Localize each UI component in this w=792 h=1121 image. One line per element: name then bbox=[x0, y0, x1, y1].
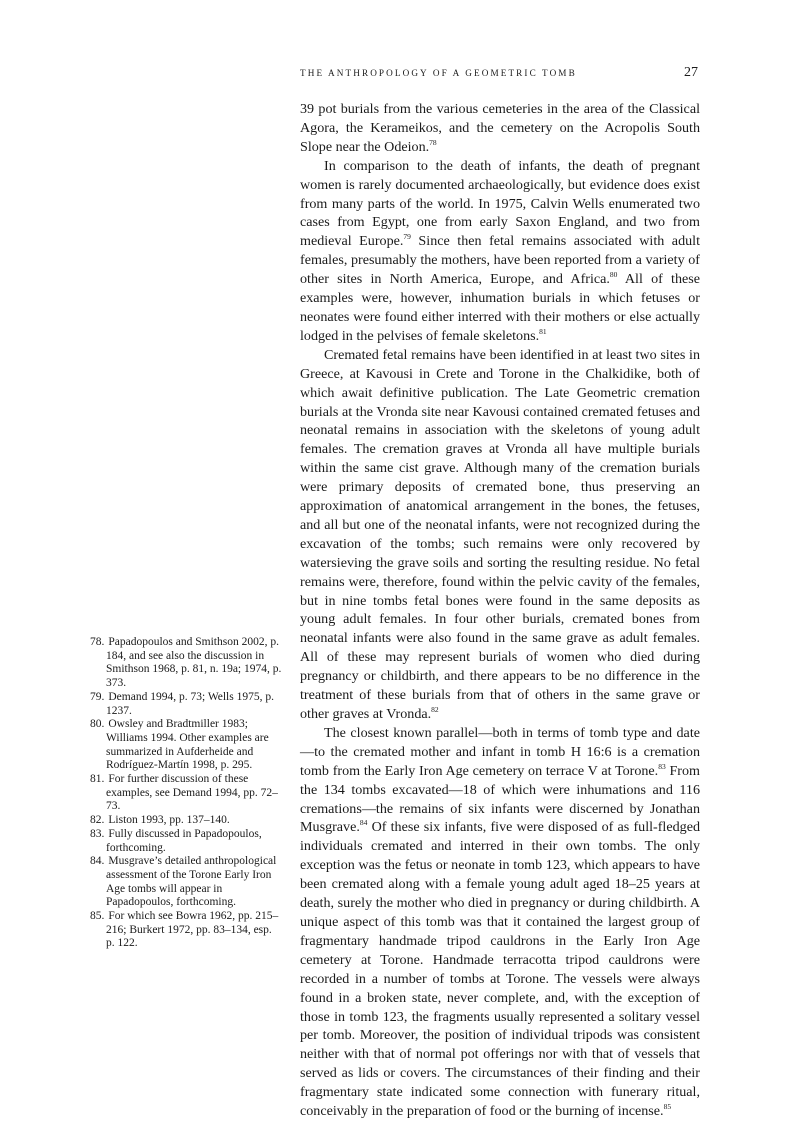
body-text: Of these six infants, five were disposed of as full-fledged individuals cremated and interred in their own tombs. The only exception was the fetus or neonate in tomb 123, which appears to have been cremated along with a female young adult aged 18–25 years at death, surely the mother who died in pregnancy or during childbirth. A unique aspect of this tomb was that it contained the largest group of fragmentary handmade tripod cauldrons in the Early Iron Age cemetery at Torone. Handmade terracotta tripod cauldrons were recorded in a number of tombs at Torone. The vessels were always found in a broken state, never complete, and, with the exception of those in tomb 123, the fragments usually represented a solitary vessel per tomb. Moreover, the position of individual tripods was consistent neither with that of normal pot offerings nor with that of vessels that served as lids or covers. The circumstances of their finding and their fragmentary state indicated some connection with funerary ritual, conceivably in the preparation of food or the burning of incense. bbox=[300, 819, 700, 1120]
body-text: In comparison to the death of infants, the death of pregnant women is rarely documented archaeologically, but evidence does exist from many parts of the world. In 1975, Calvin Wells enumerated two cases from Egypt, one from early Saxon England, and two from medieval Europe. bbox=[300, 157, 700, 250]
footnote bbox=[90, 828, 282, 855]
footnote-text: Musgrave’s detailed anthropological assessment of the Torone Early Iron Age tombs will appear in Papadopoulos, forthcoming. bbox=[106, 855, 277, 909]
footnote-text: Owsley and Bradtmiller 1983; Williams 1994. Other examples are summarized in Aufderheide and Rodríguez-Martín 1998, p. 295. bbox=[106, 718, 269, 772]
body-paragraph bbox=[300, 157, 700, 346]
footnote-number: 84. bbox=[90, 855, 105, 868]
footnote-ref[interactable]: 85 bbox=[663, 1102, 672, 1112]
body-text: From the 134 tombs excavated—18 of which were inhumations and 116 cremations—the remains of six infants were discerned by Jonathan Musgrave. bbox=[300, 762, 700, 836]
footnote bbox=[90, 718, 282, 773]
footnote-ref[interactable]: 82 bbox=[431, 705, 439, 714]
footnote-ref[interactable]: 83 bbox=[658, 761, 666, 771]
body-paragraph bbox=[300, 724, 700, 1121]
side-notes bbox=[90, 636, 282, 951]
body-text: 39 pot burials from the various cemeteries in the area of the Classical Agora, the Kerameikos, and the cemetery on the Acropolis South Slope near the Odeion. bbox=[300, 101, 700, 155]
body-text: Cremated fetal remains have been identified in at least two sites in Greece, at Kavousi in Crete and Torone in the Chalkidike, both of which await definitive publication. The Late Geometric cremation burials at the Vronda site near Kavousi contained cremated fetuses and neonatal remains in association with the skeletons of young adult females. The cremation graves at Vronda all have multiple burials within the same cist grave. Although many of the cremation burials were primary deposits of cremated bone, thus preserving an approximation of anatomical arrangement in the bones, the fetuses, and all but one of the neonatal infants, were not recognized during the excavation of the tombs; such remains were only recovered by watersieving the grave soils and sorting the resulting residue. No fetal remains were, therefore, found within the pelvic cavity of the females, but in nine tombs fetal bones were found in the same deposits as young adult females. In four other burials, cremated bones from neonatal infants were also found in the same grave as adult females. All of these may represent burials of women who died during pregnancy or childbirth, and there appears to be no difference in the treatment of these burials from that of others in the same grave or other graves at Vronda. bbox=[300, 346, 700, 722]
footnote-ref[interactable]: 80 bbox=[609, 270, 618, 280]
footnote-number: 80. bbox=[90, 718, 105, 731]
footnote-text: For which see Bowra 1962, pp. 215–216; Burkert 1972, pp. 83–134, esp. p. 122. bbox=[106, 910, 279, 950]
footnote-number: 78. bbox=[90, 636, 105, 648]
page-header bbox=[300, 65, 698, 84]
body-paragraph bbox=[300, 346, 700, 724]
body-text: All of these examples were, however, inhumation burials in which fetuses or neonates were found either interred with their mothers or else actually lodged in the pelvises of female skeletons. bbox=[300, 271, 700, 344]
body-text: Since then fetal remains associated with adult females, presumably the mothers, have been reported from a variety of other sites in North America, Europe, and Africa. bbox=[300, 233, 700, 288]
footnote-ref[interactable]: 79 bbox=[403, 232, 411, 242]
main-text-column bbox=[300, 100, 700, 1121]
footnote-text: Liston 1993, pp. 137–140. bbox=[108, 814, 230, 827]
page-number: 27 bbox=[684, 65, 698, 80]
footnote-text: Demand 1994, p. 73; Wells 1975, p. 1237. bbox=[106, 690, 274, 717]
footnote bbox=[90, 855, 282, 910]
footnote-text: Fully discussed in Papadopoulos, forthcoming. bbox=[106, 827, 262, 854]
footnote-ref[interactable]: 81 bbox=[539, 326, 547, 336]
footnote bbox=[90, 636, 282, 691]
footnote-ref[interactable]: 84 bbox=[359, 818, 368, 828]
footnote bbox=[90, 814, 282, 828]
footnote-number: 79. bbox=[90, 690, 105, 703]
footnote-number: 82. bbox=[90, 814, 105, 827]
footnote-number: 85. bbox=[90, 910, 105, 923]
footnote bbox=[90, 773, 282, 814]
footnote bbox=[90, 691, 282, 718]
footnote-text: For further discussion of these examples, see Demand 1994, pp. 72–73. bbox=[106, 773, 278, 813]
running-head: THE ANTHROPOLOGY OF A GEOMETRIC TOMB bbox=[300, 68, 577, 78]
footnote-number: 81. bbox=[90, 773, 105, 786]
body-paragraph bbox=[300, 100, 700, 157]
footnote-number: 83. bbox=[90, 827, 105, 840]
footnote-ref[interactable]: 78 bbox=[429, 137, 437, 147]
footnote-text: Papadopoulos and Smithson 2002, p. 184, and see also the discussion in Smithson 1968, p. 81, n. 19a; 1974, p. 373. bbox=[106, 636, 282, 690]
body-text: The closest known parallel—both in terms of tomb type and date—to the cremated mother and infant in tomb H 16:6 is a cremation tomb from the Early Iron Age cemetery on terrace V at Torone. bbox=[300, 724, 700, 779]
footnote bbox=[90, 910, 282, 951]
